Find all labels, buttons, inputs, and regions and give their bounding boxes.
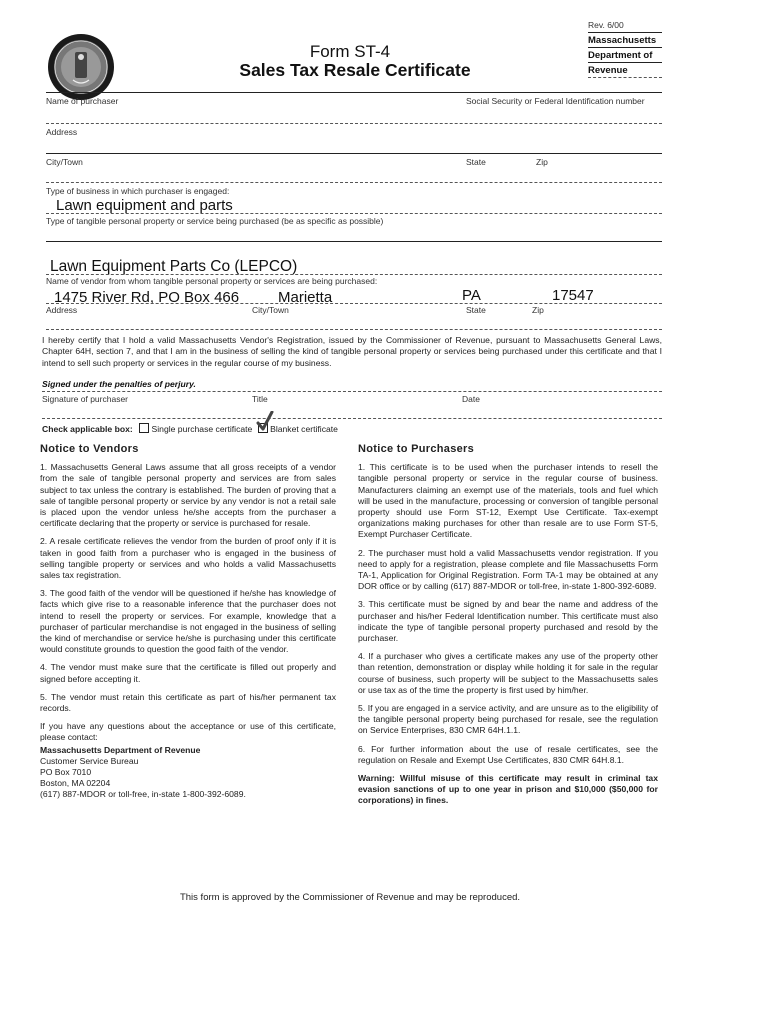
vendor-zip-label: Zip	[532, 305, 544, 315]
purchaser-city-field[interactable]	[46, 182, 662, 183]
vendor-name-value[interactable]: Lawn Equipment Parts Co (LEPCO)	[50, 258, 298, 275]
notice-vendors-heading: Notice to Vendors	[40, 443, 139, 455]
contact-po-box: PO Box 7010	[40, 767, 92, 778]
property-type-label: Type of tangible personal property or service being purchased (be as specific as possible)	[46, 216, 384, 226]
signature-field[interactable]	[42, 418, 662, 419]
contact-phone: (617) 887-MDOR or toll-free, in-state 1-800-392-6089.	[40, 789, 246, 800]
date-label: Date	[462, 394, 480, 404]
single-purchase-label: Single purchase certificate	[151, 424, 253, 434]
check-applicable-box-row	[42, 423, 338, 434]
purchasers-point-6: 6. For further information about the use of resale certificates, see the regulation on Resale and Exempt Use Certificates, 830 CMR 64H.8.1.	[358, 743, 658, 765]
certification-statement: I hereby certify that I hold a valid Massachusetts Vendor's Registration, issued by the Commissioner of Revenue, pursuant to Massachusetts General Laws, Chapter 64H, section 7, and that I am in the business of selling the kind of tangible personal property or services being purchased under this certificate and that I intend to sell such property or services in the regular course of my business.	[42, 335, 662, 368]
checkmark-icon	[256, 411, 274, 431]
notice-purchasers-heading: Notice to Purchasers	[358, 443, 475, 455]
footer-note: This form is approved by the Commissioner of Revenue and may be reproduced.	[179, 892, 521, 903]
agency-name-line3: Revenue	[588, 65, 628, 76]
purchaser-name-field[interactable]	[46, 123, 662, 124]
check-label: Check applicable box:	[42, 424, 133, 434]
vendors-point-4: 4. The vendor must make sure that the certificate is filled out properly and signed before accepting it.	[40, 662, 336, 684]
single-purchase-checkbox[interactable]	[139, 423, 149, 433]
form-number: Form ST-4	[309, 42, 391, 61]
vendors-point-5: 5. The vendor must retain this certificate as part of his/her permanent tax records.	[40, 691, 336, 714]
signature-label: Signature of purchaser	[42, 394, 128, 404]
purchasers-point-3: 3. This certificate must be signed by and bear the name and address of the purchaser and his/her Federal Identification number. This certificate must also indicate the type of tangible personal property purchased and resold by the purchaser.	[358, 599, 658, 644]
vendor-address-label: Address	[46, 305, 78, 315]
vendor-address-value[interactable]: 1475 River Rd, PO Box 466	[54, 289, 240, 306]
notice-to-vendors	[40, 444, 336, 801]
contact-city: Boston, MA 02204	[40, 778, 111, 789]
purchaser-zip-label: Zip	[536, 157, 548, 167]
vendor-zip-value[interactable]: 17547	[552, 287, 594, 304]
penalties-of-perjury: Signed under the penalties of perjury.	[42, 379, 196, 389]
agency-name-line1: Massachusetts	[588, 35, 657, 46]
purchasers-point-5: 5. If you are engaged in a service activity, and are unsure as to the eligibility of the tangible personal property being purchased for resale, see the regulation on Service Enterprises, 830 CMR 64H.1.1.	[358, 703, 658, 736]
vendors-point-3: 3. The good faith of the vendor will be questioned if he/she has knowledge of facts which give rise to a reasonable inference that the purchaser does not intend to resell the property or services. For example, knowledge that a purchaser of particular merchandise is not engaged in the business of selling the kind of merchandise or service he/she is purchasing under this certificate would constitute grounds to question the good faith of the vendor.	[40, 588, 336, 655]
purchaser-address-label: Address	[46, 127, 78, 137]
property-type-field[interactable]	[46, 241, 662, 242]
contact-bureau: Customer Service Bureau	[40, 755, 139, 766]
purchaser-address-field[interactable]	[46, 153, 662, 154]
notice-to-purchasers	[358, 444, 658, 814]
contact-intro: If you have any questions about the acceptance or use of this certificate, please contact:	[40, 721, 336, 743]
business-type-label: Type of business in which purchaser is engaged:	[46, 186, 230, 196]
purchaser-city-label: City/Town	[46, 157, 83, 167]
title-label: Title	[252, 394, 268, 404]
vendor-state-value[interactable]: PA	[462, 287, 481, 304]
vendors-point-2: 2. A resale certificate relieves the vendor from the burden of proof only if it is taken in good faith from a purchaser who is engaged in the business of selling tangible property or services and who holds a valid Massachusetts sales tax registration.	[40, 536, 336, 581]
vendor-city-label: City/Town	[252, 305, 289, 315]
vendor-city-value[interactable]: Marietta	[278, 289, 333, 306]
vendor-state-label: State	[466, 305, 486, 315]
warning-text: Warning: Willful misuse of this certificate may result in criminal tax evasion sanctions of up to one year in prison and $10,000 ($50,000 for corporations) in fines.	[358, 773, 658, 806]
purchasers-point-4: 4. If a purchaser who gives a certificate makes any use of the property other than retention, demonstration or display while holding it for sale in the regular course of business, such property will be subject to the Massachusetts sales or use tax as of the time the property is first used by him/her.	[358, 651, 658, 695]
ssn-label: Social Security or Federal Identification number	[466, 96, 645, 106]
purchaser-state-label: State	[466, 157, 486, 167]
vendors-point-1: 1. Massachusetts General Laws assume that all gross receipts of a vendor from the sale of tangible personal property and services are from sales subject to tax unless the contrary is established. The burden of proving that a sale of tangible personal property or service by any vendor is not a retail sale is placed upon the vendor unless he/she accepts from the purchaser a certificate declaring that the property or service is purchased for resale.	[40, 462, 336, 529]
purchaser-name-label: Name of purchaser	[46, 96, 119, 106]
revision-date: Rev. 6/00	[588, 20, 624, 30]
blanket-checkbox[interactable]	[258, 423, 268, 433]
vendor-name-label: Name of vendor from whom tangible personal property or services are being purchased:	[46, 276, 378, 286]
blanket-label: Blanket certificate	[270, 424, 338, 434]
purchasers-point-1: 1. This certificate is to be used when the purchaser intends to resell the tangible personal property or service in the regular course of business. Manufacturers claiming an exempt use of the materials, tools and fuel which will be used in the manufacture, processing or conversion of tangible personal property should use Form ST-12, Exempt Use Certificate. Tax-exempt organizations making purchases for other than resale are to use Form ST-5, Exempt Purchaser Certificate.	[358, 462, 658, 540]
business-type-value[interactable]: Lawn equipment and parts	[56, 197, 233, 214]
agency-name-line2: Department of	[588, 50, 653, 61]
form-title: Sales Tax Resale Certificate	[239, 60, 471, 80]
purchasers-point-2: 2. The purchaser must hold a valid Massachusetts vendor registration. If you need to apply for a registration, please complete and file Massachusetts Form TA-1, Application for Original Registration. Form TA-1 may be obtained at any DOR office or by calling (617) 887-MDOR or toll-free, in-state 1-800-392-6089.	[358, 547, 658, 592]
contact-org: Massachusetts Department of Revenue	[40, 744, 201, 755]
